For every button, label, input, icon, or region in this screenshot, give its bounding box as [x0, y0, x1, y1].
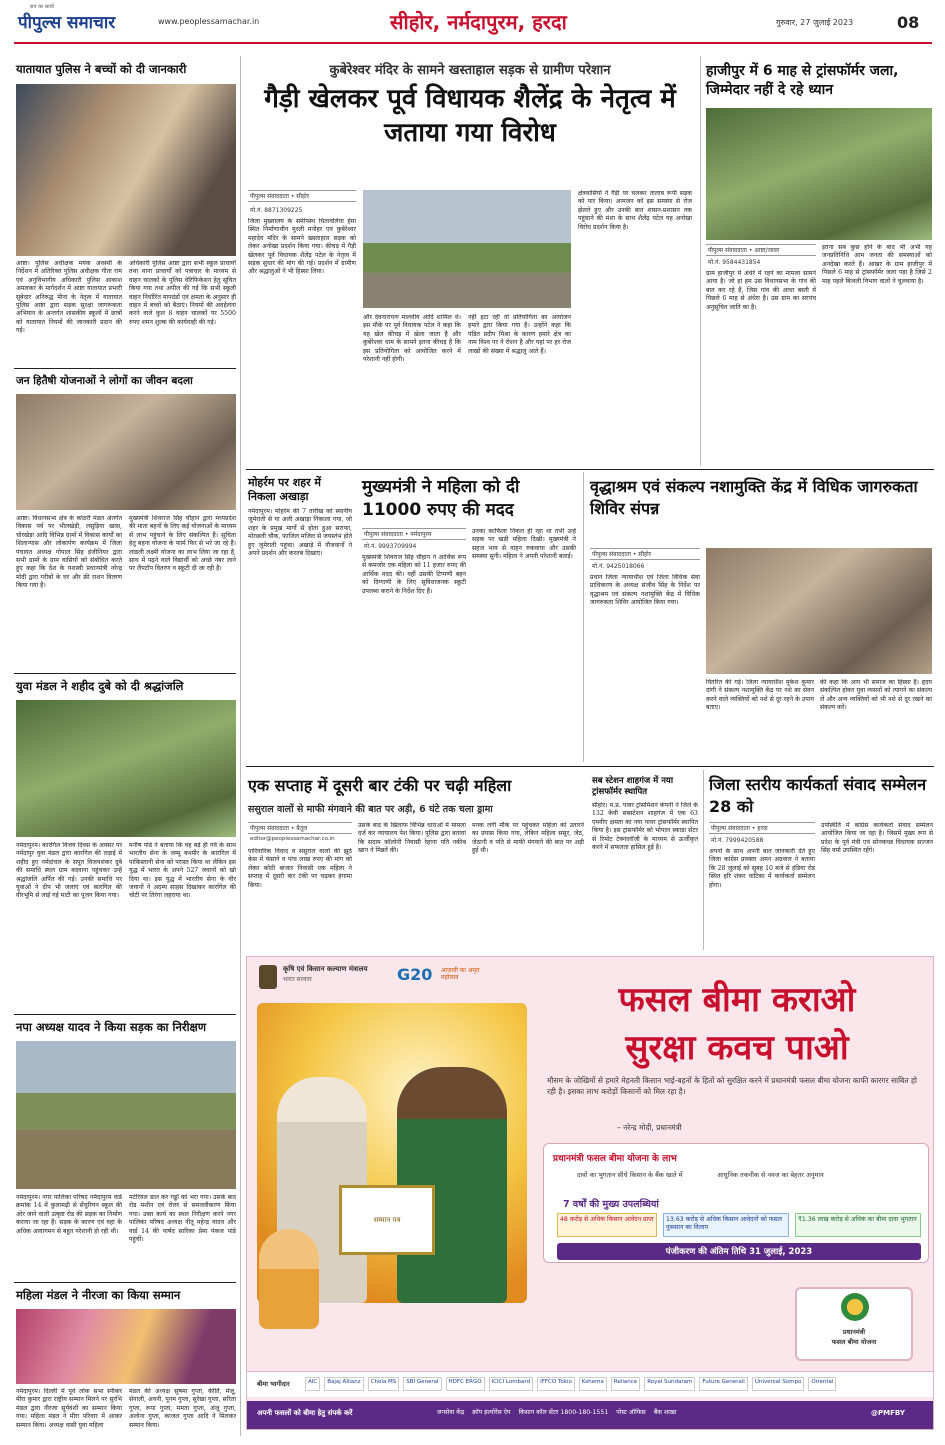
cm-byline-name: पीपुल्स संवाददाता • नर्मदापुरम: [364, 531, 432, 538]
ad-footer-items: [437, 1407, 857, 1423]
tanki-headline: एक सप्ताह में दूसरी बार टंकी पर चढ़ी महिला: [248, 776, 512, 795]
masthead-divider: [14, 42, 932, 44]
transformer-mobile: मो.नं. 9584431854: [708, 259, 761, 266]
ad-headline-1: फसल बीमा कराओ: [618, 980, 856, 1020]
column-divider: [703, 770, 704, 950]
samvad-mobile: मो.नं. 7999420588: [711, 837, 764, 844]
pm-quote-author: – नरेन्द्र मोदी, प्रधानमंत्री: [617, 1123, 682, 1132]
cm-headline: मुख्यमंत्री ने महिला को दी 11000 रुपए की मदद: [362, 477, 520, 520]
samvad-story: [707, 770, 934, 950]
ashoka-emblem-icon: [259, 965, 277, 989]
insurer-logo: Royal Sundaram: [644, 1377, 695, 1391]
youth-body-1: नर्मदापुरम। कारगिल विजय दिवस के अवसर पर नर्मदापुर युवा मंडल द्वारा कारगिल की लड़ाई में शहीद हुए नर्मदांचल के सपूत विजयशंकर दुबे की समाधि स्थल ग्राम बदवाना पहुंचकर उन्हें श्रद्धांजलि अर्पित की गई। उनकी समाधि पर युवाओं ने दीप भी जलाएं एवं कारगिल की वीरभूमि से लाई गई माटी का पूजन किया गया।: [16, 842, 122, 900]
column-divider: [700, 56, 701, 466]
pmfby-logo-icon: [841, 1293, 869, 1321]
edition-title: सीहोर, नर्मदापुरम, हरदा: [390, 10, 567, 34]
transformer-headline: हाजीपुर में 6 माह से ट्रांसफॉर्मर जला, जिम्मेदार नहीं दे रहे ध्यान: [706, 63, 899, 98]
tanki-subtitle: ससुराल वालों से माफी मंगवाने की बात पर अड़ी, 6 घंटे तक चला ड्रामा: [248, 804, 493, 815]
pmfby-advertisement: [246, 956, 934, 1430]
ad-handle: @PMFBY: [871, 1409, 905, 1417]
oldage-headline: वृद्धाश्रम एवं संकल्प नशामुक्ति केंद्र में विधिक जागरुकता शिविर संपन्न: [590, 477, 918, 518]
insurer-logo: IFFCO Tokio: [537, 1377, 575, 1391]
powerstation-headline: सब स्टेशन शाहगंज में नया ट्रांसफॉर्मर स्थापित: [592, 776, 674, 797]
women-headline: महिला मंडल ने नीरजा का किया सम्मान: [16, 1288, 181, 1302]
pmfby-logo-line2: फसल बीमा योजना: [831, 1338, 877, 1346]
women-body-2: मंडल की अध्यक्ष सुषमा गुप्ता, कीर्ति, मंजू, सेनाली, अवनी, पूनम गुप्ता, सुरेखा गुप्ता, सरिता गुप्ता, रूपा गुप्ता, ममता गुप्ता, अंजू गुप्ता, अलोना गुप्ता, काजल गुप्ता आदि ने मिलकर सम्मान किया।: [129, 1388, 236, 1429]
cm-byline: [362, 528, 466, 540]
road-body-1: नर्मदापुरम। नगर पालिका परिषद नर्मदापुरम वार्ड क्रमांक 14 में कुलामढ़ी से सेंचुरियन स्कूल की ओर जाने वाली उत्कृष्ट रोड की सड़क का निर्माण कराया जा रहा है। सड़क के कारण एवं वहां के अधिक आवागमन से बहुत परेशानी हो रही थी।: [16, 1194, 122, 1235]
youth-body-2: मनीष पांडे ने बताया कि वह बड़े ही गर्व के साथ भारतीय सेना के जम्मू कश्मीर के कारगिल में पाकिस्तानी सेना को परास्त किया था लेकिन इस युद्ध में भारत के अपने 527 जवानों को खो दिया था। इस युद्ध में भारतीय सेना के वीर जवानों ने अदम्य साहस दिखाकर कारगिल की चोटी पर तिरंगा लहराया था।: [129, 842, 236, 900]
tanki-body-2: उसके बाद के खिलाफ विभिन्न धाराओं में मामला दर्ज कर न्यायालय पेश किया। पुलिस द्वारा बताया कि सदाम कॉलोनी निवासी रेहाना पति नकीब खान ने मिन्नतें की।: [358, 822, 466, 855]
welfare-photo: [16, 394, 236, 510]
footer-contact-item: पोस्ट ऑफिस: [616, 1409, 646, 1416]
insurer-logo: Reliance: [611, 1377, 640, 1391]
welfare-body-2: मुख्यमंत्री शिवराज सिंह चौहान द्वारा मध्यप्रदेश की माता बहनों के लिए कई योजनाओं के माध्यम से लाभ पहुंचाने के लिए संकल्पित हैं। सुचिता हेतु बहना योजना के फार्म फिर से भरे जा रहे हैं। लाडली लक्ष्मी योजना का लाभ लिया जा रहा है, साथ में पढ़ने वाले विद्यार्थी को अच्छे नंबर लाने पर लैपटॉप वितरण व स्कूटी दी जा रही है।: [129, 515, 236, 573]
stat-2: 13.63 करोड़ से अधिक किसान आवेदनों को फसल नुकसान का विलाप: [663, 1213, 789, 1237]
main-body-1: जिला मुख्यालय के समीपस्थ चितावलिया हेमा स्थित निर्माणाधीन मुरली मनोहर एवं कुबेरेश्वर महादेव मंदिर के सामने खस्ताहाल सड़क को लेकर अनोखा प्रदर्शन किया गया। कीचड़ में गैड़ी खेलकर पूर्व विधायक शैलेंद्र पटेल के नेतृत्व में सड़क सुधार की मांग की गई। प्रदर्शन में ग्रामीण और श्रद्धालुओं ने भी हिस्सा लिया।: [248, 218, 356, 276]
muharram-body: नर्मदापुरम। मोहर्रम की 7 तारीख को स्थानीय जुमेराती से या अली अखाड़ा निकाला गया, जो शहर के प्रमुख मार्गों से होता हुआ सराफा, मोरछली चौक, फाजिल मजिल से जयस्तंभ होते हुए जुमेराती पहुंचा। अखाड़े में नौजवानों ने अपने प्रदर्शन और करतब दिखाए।: [248, 508, 352, 558]
insurer-logo: SBI General: [403, 1377, 441, 1391]
insurer-logo: Future Generali: [699, 1377, 747, 1391]
main-body-3: नहीं हटा रही तो प्रतियोगिता का आयोजन हमारे द्वारा किया गया है। उन्होंने कहा कि पंडित प्रदीप मिश्रा के कारण हमारे क्षेत्र का नाम विश्व पर ने रोशन है और यहां पर हर रोज लाखों की संख्या में श्रद्धालु आते हैं।: [468, 314, 571, 355]
stat-1: 48 करोड़ से अधिक किसान आवेदन प्राप्त: [557, 1213, 657, 1237]
page-number: 08: [897, 13, 920, 32]
insurers-label: बीमा भागीदार: [257, 1380, 290, 1388]
muharram-headline: मोहर्रम पर शहर में निकला अखाड़ा: [248, 476, 321, 503]
insurer-logo: HDFC ERGO: [446, 1377, 485, 1391]
insurer-logo: Chola MS: [368, 1377, 400, 1391]
welfare-headline: जन हितैषी योजनाओं ने लोगों का जीवन बदला: [16, 375, 193, 387]
transformer-story: [704, 56, 934, 464]
samvad-byline-name: पीपुल्स संवाददाता • हरदा: [711, 825, 768, 832]
column-divider: [240, 56, 241, 1436]
transformer-byline-name: पीपुल्स संवाददाता • आष्टा/जावर: [708, 247, 780, 254]
main-headline: गैड़ी खेलकर पूर्व विधायक शैलेंद्र के नेतृत्व में जताया गया विरोध: [264, 84, 676, 148]
transformer-body-1: ग्राम हाजीपुर में अंधेरे में रहने का मामला सामने आया है। जो हां हम उस विधानसभा के गांव की बात कर रहे हैं, जिस गांव की आधा बस्ती में पिछले 6 माह से अंधेरा है। उस ग्राम का सरपंच अनुसूचित जाति का है।: [706, 270, 816, 311]
achievements-title: 7 वर्षों की मुख्य उपलब्धियां: [563, 1199, 659, 1210]
main-story: [246, 56, 696, 464]
oldage-story: [588, 472, 934, 762]
transformer-body-2: इतना सब कुछ होने के बाद भी अभी यह जनप्रतिनिधि आम जनता की समस्याओं को अनदेखा करते हैं। आखर के ग्राम हाजीपुर में पिछले 6 माह से ट्रांसफॉर्मर जला पड़ा है जिसे 2 माह पहले बिजली विभाग वालों ने चुलवाया है।: [822, 244, 932, 285]
divider: [14, 1014, 236, 1015]
oldage-body-3: की कहा कि आप भी समाज का हिस्सा हैं। हृदय संकल्पित होकर युवा व्यसनों को त्यागने का संकल्प लें और अन्य व्यक्तियों को भी नशे से दूर रखने का संकल्प करें।: [820, 679, 932, 712]
tanki-byline: [248, 822, 352, 834]
muharram-story: [246, 472, 354, 762]
youth-headline: युवा मंडल ने शहीद दुबे को दी श्रद्धांजलि: [16, 679, 184, 693]
main-byline: [248, 190, 356, 202]
mascot-figure: [259, 1229, 319, 1329]
footer-contact-item: किसान कॉल सेंटर 1800-180-1551: [518, 1409, 609, 1416]
insurer-logo: AIC: [305, 1377, 320, 1391]
tanki-body-3: मनक लगी मौके पर पहुंचकर महिला को उतारने का प्रयास किया गया, लेकिन महिला ससुर, जेठ, जेठानी व पति से माफी मंगवाने की बात पर अड़ी हुई थी।: [472, 822, 584, 855]
transformer-photo: [706, 108, 932, 240]
road-headline: नपा अध्यक्ष यादव ने किया सड़क का निरीक्षण: [16, 1020, 207, 1034]
insurer-logo: Bajaj Allianz: [324, 1377, 363, 1391]
ministry-name: कृषि एवं किसान कल्याण मंत्रालय: [283, 965, 368, 973]
traffic-photo: [16, 84, 236, 256]
insurers-list: [305, 1377, 905, 1391]
oldage-body-1: प्रधान जिला न्यायाधीश एवं जिला विधिक सेवा प्राधिकरण के अध्यक्ष संजीव सिंह के निर्देश पर वृद्धाश्रम एवं संकल्प नशामुक्ति केंद्र में विधिक जागरुकता शिविर आयोजित किया गया।: [590, 574, 700, 607]
ad-headline-2: सुरक्षा कवच पाओ: [625, 1028, 849, 1068]
issue-date: गुरुवार, 27 जुलाई 2023: [776, 18, 854, 27]
oldage-photo: [706, 548, 932, 674]
transformer-byline: [706, 244, 816, 256]
brand-logo: पीपुल्स समाचार: [18, 13, 116, 33]
main-byline-name: पीपुल्स संवाददाता • सीहोर: [250, 193, 310, 200]
road-photo: [16, 1041, 236, 1189]
insurer-logo: Oriental: [808, 1377, 836, 1391]
traffic-body-2: अधिकारी पुलिस आष्टा द्वारा सभी स्कूल प्राचार्यों तथा थाना प्राचार्यों को पत्राचार के माध्यम से वाहन चालकों के पुलिस वेरिफिकेशन हेतु सूचित किया गया तथा अपील की गई कि सभी स्कूली वाहन निर्धारित मापदंडों एवं क्षमता के अनुसार ही वाहन में बच्चों को बैठाएं। नियमों की अवहेलना करने वाले कुल 8 वाहन चालकों पर 5500 रुपए शमन शुल्क की कार्यवाही की गई।: [129, 260, 236, 326]
samvad-body-1: अपनों के साथ अपनी बात जानकारी देते हुए जिला कांग्रेस प्रवक्ता अमन अग्रवाल ने बताया कि 28 जुलाई को सुबह 10 बजे से हंडिया रोड स्थित हरि शंकर वाटिका में कार्यकर्ता सम्मेलन होगा।: [709, 848, 815, 889]
cm-body-1: मुख्यमंत्री शिवराज सिंह चौहान ने आर्थिक रूप से कमजोर एक महिला को 11 हजार रुपए की आर्थिक मदद की। वहीं उसकी टिप्पणी बहन को दिग्गाणी के लिए सुविधाजनक स्कूटी उपलब्ध कराने के निर्देश दिए हैं।: [362, 554, 466, 595]
oldage-byline: [590, 548, 700, 560]
powerstation-story: [590, 770, 700, 950]
ad-footer-contact: अपनी फसलों को बीमा हेतु संपर्क करें: [257, 1409, 353, 1417]
oldage-mobile: मो.नं. 9425018066: [592, 563, 645, 570]
main-body-2: और देवनारायण मालवीय आदि शामिल थे। इस मौके पर पूर्व विधायक पटेल ने कहा कि यह खेल कीचड़ में खेला जाता है और कुबेरेश्वर धाम के सामने इतना कीचड़ है कि इस प्रतियोगिता को आयोजित करने में परेशानी नहीं होगी।: [363, 314, 461, 364]
divider: [14, 368, 236, 369]
pm-quote: मौसम के जोखिमों से हमारे मेहनती किसान भाई-बहनों के हितों को सुरक्षित करने में प्रधानमंत्री फसल बीमा योजना काफी कारगर साबित हो रही है। इसका लाभ करोड़ों किसानों को मिल रहा है।: [547, 1076, 917, 1096]
main-mobile: मो.नं. 8871309225: [250, 207, 303, 214]
pmfby-logo-line1: प्रधानमंत्री: [842, 1328, 866, 1336]
tanki-email: editor@peoplessamachar.co.in: [250, 836, 335, 842]
women-body-1: नर्मदापुरम। दिल्ली में पूर्व लोक सभा स्पीकर मीरा कुमार द्वारा राष्ट्रीय सम्मान मिलने पर सुरभि मंडल द्वारा नीरजा सूर्यवंशी का सम्मान किया गया। महिला मंडल ने मीरा परिवार में आकर सम्मान किया। अध्यक्ष वासी युवा महिला: [16, 1388, 122, 1429]
samvad-byline: [709, 822, 815, 834]
registration-deadline: पंजीकरण की अंतिम तिथि 31 जुलाई, 2023: [557, 1243, 921, 1260]
tanki-story: [246, 770, 586, 950]
column-divider: [583, 472, 584, 762]
tanki-byline-name: पीपुल्स संवाददाता • बैतूल: [250, 825, 308, 832]
road-body-2: मटेरियल डाल कर गड्ढों को भरा गया। उसके बाद रोड मशीन एवं रोलर से समतलीकरण किया गया। उक्त कार्य का स्थल निरीक्षण करने नगर पालिका परिषद अध्यक्ष नीतू महेन्द्र यादव और वार्ड 14 की पार्षद सारिका प्रेमा पंकज पांडे पहुंचीं।: [129, 1194, 236, 1244]
insurer-logo: Universal Sompo: [752, 1377, 805, 1391]
women-photo: [16, 1309, 236, 1384]
divider: [14, 1282, 236, 1283]
samvad-headline: जिला स्तरीय कार्यकर्ता संवाद सम्मेलन 28 को: [709, 775, 927, 816]
divider: [14, 673, 236, 674]
divider: [246, 469, 934, 470]
brand-tagline: सच का साथी: [30, 4, 55, 10]
youth-photo: [16, 700, 236, 837]
welfare-body-1: आष्टा। विधानसभा क्षेत्र के कोठरी मंडल अंतर्गत विकास पर्व पर भीलखेड़ी, लसुड़िया खास, चोरखेड़ा आदि विभिन्न ग्रामों में विकास कार्यों का शिलान्यास और लोकार्पण कार्यक्रम में जिला पंचायत अध्यक्ष गोपाल सिंह इंजीनियर द्वारा सभी ग्रामों के ग्राम वासियों को संबोधित करते हुए कहा कि देश के यशस्वी प्रधानमंत्री नरेन्द्र मोदी द्वारा गरीबों के घर और फ्री राशन वितरण किया गया है।: [16, 515, 122, 590]
powerstation-body: सीहोर। म.प्र. पावर ट्रांसमिशन कंपनी ने जिले के 132 केवी सबस्टेशन शाहगंज में एक 63 एमवीए क्षमता का नया पावर ट्रांसफॉर्मर स्थापित किया है। इस ट्रांसफॉर्मर को भोपाल स्काडा सेंटर से रिमोट टेक्नालॉजी के माध्यम से ऊर्जीकृत करने में सफलता हासिल हुई है।: [592, 802, 698, 852]
main-kicker: कुबेरेश्वर मंदिर के सामने खस्ताहाल सड़क से ग्रामीण परेशान: [329, 63, 611, 78]
traffic-headline: यातायात पुलिस ने बच्चों को दी जानकारी: [16, 62, 187, 76]
cm-story: [360, 472, 578, 762]
award-certificate: सम्मान पत्र: [339, 1185, 435, 1255]
benefit-2: आधुनिक तकनीक से नवज का बेहतर अनुमान: [717, 1171, 824, 1179]
azadi-logo: आज़ादी का अमृत महोत्सव: [441, 967, 480, 981]
tanki-body-1: पारिवारिक विवाद व ससुराल वालों की झूठे केस में फंसाने व पांच लाख रुपए की मांग को लेकर कोठी बाजार निवासी एक महिला ने सप्ताह में दूसरी बार टंकी पर चढ़कर हंगामा किया।: [248, 848, 352, 889]
insurer-logo: Kshema: [579, 1377, 607, 1391]
oldage-byline-name: पीपुल्स संवाददाता • सीहोर: [592, 551, 652, 558]
benefit-1: दावों का भुगतान सीधे किसान के बैंक खाते में: [577, 1171, 683, 1179]
g20-logo: G20: [397, 965, 433, 984]
pmfby-logo: [795, 1287, 913, 1361]
main-photo: [363, 190, 571, 308]
footer-contact-item: जनसेवा केंद्र: [437, 1409, 465, 1416]
oldage-body-2: वितरित की गई। जिला न्यायाधीश मुकेश कुमार दांगी ने संकल्प नशामुक्ति केंद्र पर नशे का सेवन करने वाले व्यक्तियों को नशे से दूर रहने के उपाय बताए।: [706, 679, 814, 712]
left-column: [14, 56, 236, 1431]
footer-contact-item: क्रॉप इंश्योरेंस ऐप: [472, 1409, 511, 1416]
cm-body-2: उनका काफिला निकल ही रहा था तभी उन्हें सड़क पर खड़ी महिला दिखी। मुख्यमंत्री ने सहज भाव से वाहन रुकवाया और उसकी समस्या सुनी। महिला ने अपनी परेशानी बताई।: [472, 528, 576, 561]
traffic-body-1: आष्टा। पुलिस अधीक्षक मयंक अवस्थी के निर्देशन में अतिरिक्त पुलिस अधीक्षक गीता राम एवं अनुविभागीय अधिकारी पुलिस आकाश अमलकर के मार्गदर्शन में आष्टा यातायात प्रभारी सुबेदार अनिरुद्ध मीना के नेतृत्व में यातायात पुलिस आष्टा द्वारा सड़क सुरक्षा जागरूकता अभियान के अन्तर्गत शासकीय स्कूलों में छात्रों को यातायात नियमों की जानकारी प्रदान की गई।: [16, 260, 122, 335]
website-url: www.peoplessamachar.in: [158, 17, 260, 26]
samvad-body-2: उपस्थिति में कांग्रेस कार्यकर्ता संवाद सम्मेलन आयोजित किया जा रहा है। जिसमें मुख्य रूप से प्रदेश के पूर्व मंत्री एवं सोनकच्छ विधायक सज्जन सिंह वर्मा उपस्थित रहेंगे।: [821, 822, 933, 855]
stat-3: ₹1.36 लाख करोड़ से अधिक का बीमा दावा भुगतान: [795, 1213, 921, 1237]
govt-name: भारत सरकार: [283, 976, 312, 983]
masthead: [0, 0, 945, 46]
insurer-logo: ICICI Lombard: [489, 1377, 534, 1391]
divider: [246, 766, 934, 767]
main-body-4: क्षेत्रवासियों ने गैड़ी पर चलकर तालाब रूपी सड़क को पार किया। आमजन को इस समस्या से रोज झेलते हुए और उनकी बात शासन-प्रशासन तक पहुंचाने की मंशा के साथ शैलेंद्र पटेल यह अनोखा विरोध प्रदर्शन किया है।: [578, 190, 692, 231]
footer-contact-item: बैंक शाखा: [653, 1409, 677, 1416]
cm-mobile: मो.नं. 9993709994: [364, 543, 417, 550]
benefits-title: प्रधानमंत्री फसल बीमा योजना के लाभ: [553, 1154, 677, 1164]
